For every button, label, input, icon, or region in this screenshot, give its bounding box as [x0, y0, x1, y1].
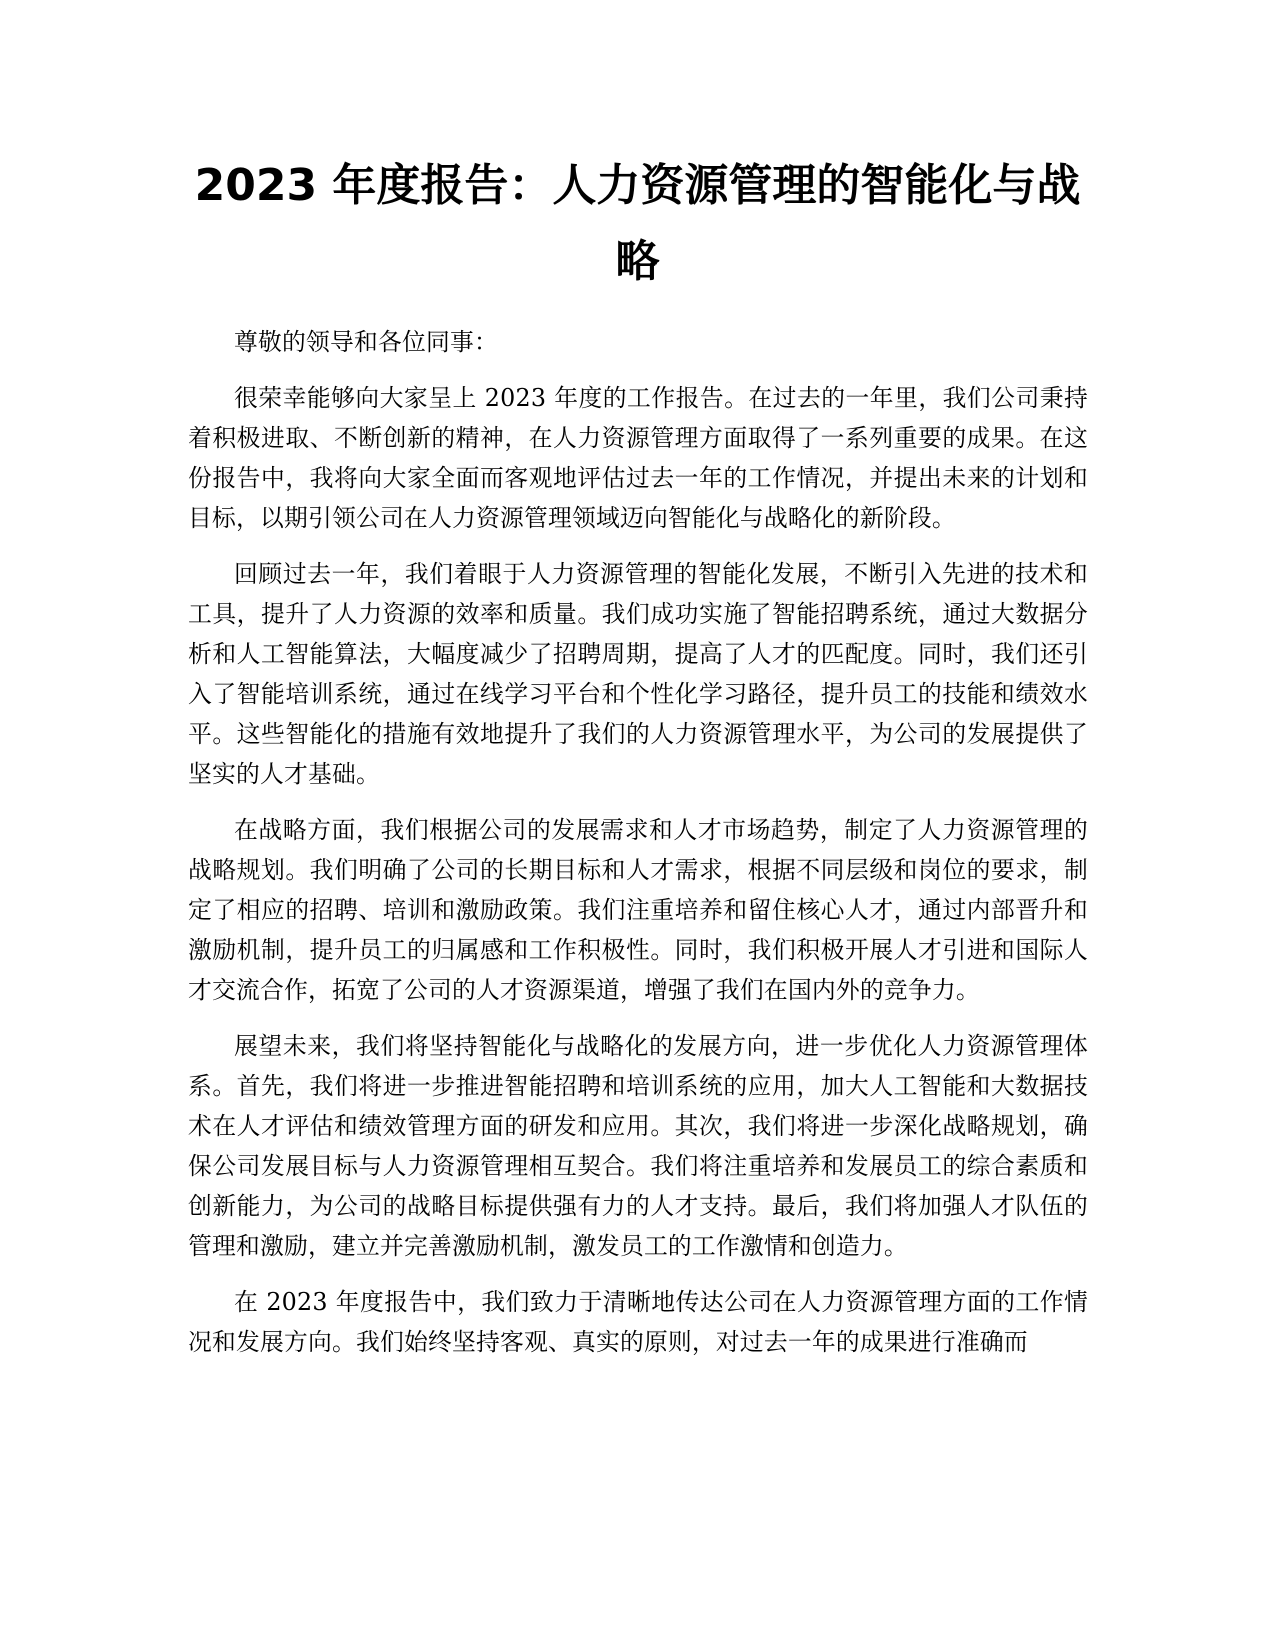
- paragraph-outlook: 展望未来，我们将坚持智能化与战略化的发展方向，进一步优化人力资源管理体系。首先，我们将进一步推进智能招聘和培训系统的应用，加大人工智能和大数据技术在人才评估和绩效管理方面的研发和应用。其次，我们将进一步深化战略规划，确保公司发展目标与人力资源管理相互契合。我们将注重培养和发展员工的综合素质和创新能力，为公司的战略目标提供强有力的人才支持。最后，我们将加强人才队伍的管理和激励，建立并完善激励机制，激发员工的工作激情和创造力。: [188, 1032, 1088, 1260]
- document-body: [188, 322, 1088, 1378]
- title-line-2: 略: [615, 236, 660, 287]
- paragraph-intro: 很荣幸能够向大家呈上 2023 年度的工作报告。在过去的一年里，我们公司秉持着积极进取、不断创新的精神，在人力资源管理方面取得了一系列重要的成果。在这份报告中，我将向大家全面而客观地评估过去一年的工作情况，并提出未来的计划和目标，以期引领公司在人力资源管理领域迈向智能化与战略化的新阶段。: [188, 384, 1088, 532]
- paragraph-summary: 在 2023 年度报告中，我们致力于清晰地传达公司在人力资源管理方面的工作情况和发展方向。我们始终坚持客观、真实的原则，对过去一年的成果进行准确而: [188, 1288, 1088, 1356]
- document-title: [150, 148, 1125, 300]
- paragraph-strategy: 在战略方面，我们根据公司的发展需求和人才市场趋势，制定了人力资源管理的战略规划。我们明确了公司的长期目标和人才需求，根据不同层级和岗位的要求，制定了相应的招聘、培训和激励政策。我们注重培养和留住核心人才，通过内部晋升和激励机制，提升员工的归属感和工作积极性。同时，我们积极开展人才引进和国际人才交流合作，拓宽了公司的人才资源渠道，增强了我们在国内外的竞争力。: [188, 816, 1088, 1004]
- title-line-1: 2023 年度报告：人力资源管理的智能化与战: [194, 160, 1081, 211]
- paragraph-review: 回顾过去一年，我们着眼于人力资源管理的智能化发展，不断引入先进的技术和工具，提升了人力资源的效率和质量。我们成功实施了智能招聘系统，通过大数据分析和人工智能算法，大幅度减少了招聘周期，提高了人才的匹配度。同时，我们还引入了智能培训系统，通过在线学习平台和个性化学习路径，提升员工的技能和绩效水平。这些智能化的措施有效地提升了我们的人力资源管理水平，为公司的发展提供了坚实的人才基础。: [188, 560, 1088, 788]
- salutation: 尊敬的领导和各位同事：: [234, 328, 498, 356]
